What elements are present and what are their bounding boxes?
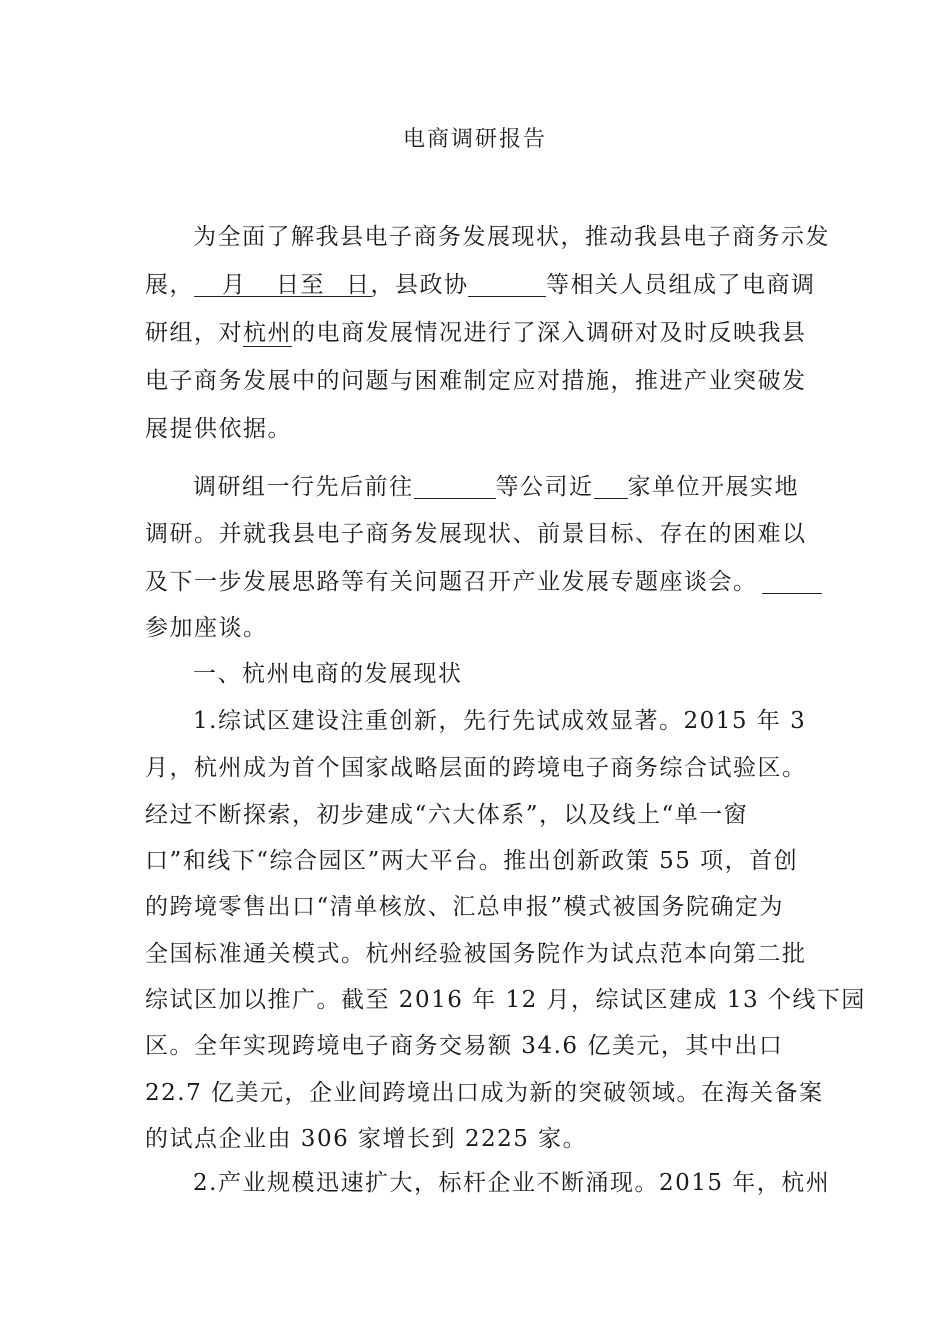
count-blank	[594, 472, 628, 499]
name-blank	[468, 270, 546, 297]
company-blank	[414, 472, 496, 499]
p1-line-3-text-b: 的电商发展情况进行了深入调研对及时反映我县	[292, 320, 807, 346]
p1-line-3-text-a: 研组，对	[145, 320, 243, 346]
p2-line-3-text: 及下一步发展思路等有关问题召开产业发展专题座谈会。	[145, 569, 758, 595]
p2-line-2: 调研。并就我县电子商务发展现状、前景目标、存在的困难以	[145, 521, 807, 547]
p1-line-3	[145, 318, 807, 348]
section-heading: 一、杭州电商的发展现状	[193, 661, 463, 687]
p3-line-8: 区。全年实现跨境电子商务交易额 34.6 亿美元，其中出口	[145, 1033, 784, 1059]
p2-line-1-text-a: 调研组一行先后前往	[193, 474, 414, 500]
p3-line-4: 口”和线下“综合园区”两大平台。推出创新政策 55 项，首创	[145, 848, 799, 874]
p3-line-7: 综试区加以推广。截至 2016 年 12 月，综试区建成 13 个线下园	[145, 987, 866, 1013]
p2-line-1-text-b: 等公司近	[495, 474, 594, 500]
p3-line-10: 的试点企业由 306 家增长到 2225 家。	[145, 1126, 588, 1152]
p2-line-3	[145, 567, 822, 597]
document-title: 电商调研报告	[402, 127, 547, 152]
p1-line-2-text-b: 等相关人员组成了电商调	[546, 272, 816, 298]
month-label: 月	[222, 272, 247, 298]
p3-line-1: 1.综试区建设注重创新，先行先试成效显著。2015 年 3	[193, 708, 807, 734]
p3-line-6: 全国标准通关模式。杭州经验被国务院作为试点范本向第二批	[145, 941, 807, 967]
p1-line-1: 为全面了解我县电子商务发展现状，推动我县电子商务示发	[193, 224, 830, 250]
p4-line-1: 2.产业规模迅速扩大，标杆企业不断涌现。2015 年，杭州	[193, 1170, 831, 1196]
p3-line-3: 经过不断探索，初步建成“六大体系”，以及线上“单一窗	[145, 802, 749, 828]
p3-line-5: 的跨境零售出口“清单核放、汇总申报”模式被国务院确定为	[145, 894, 785, 920]
p3-line-9: 22.7 亿美元，企业间跨境出口成为新的突破领域。在海关备案	[145, 1080, 824, 1106]
p1-line-2-text-a: 展，	[145, 272, 194, 298]
attendee-blank	[762, 567, 822, 594]
p1-line-4: 电子商务发展中的问题与困难制定应对措施，推进产业突破发	[145, 368, 807, 394]
city-name: 杭州	[243, 320, 292, 346]
day-label: 日至	[276, 272, 325, 298]
p2-line-1	[193, 472, 799, 502]
day-label-2: 日，县政协	[346, 272, 469, 298]
p2-line-1-text-c: 家单位开展实地	[627, 474, 799, 500]
p1-line-2	[145, 270, 816, 300]
p2-line-4: 参加座谈。	[145, 615, 268, 641]
date-blank	[194, 270, 469, 298]
p1-line-5: 展提供依据。	[145, 416, 292, 442]
p3-line-2: 月，杭州成为首个国家战略层面的跨境电子商务综合试验区。	[145, 755, 807, 781]
